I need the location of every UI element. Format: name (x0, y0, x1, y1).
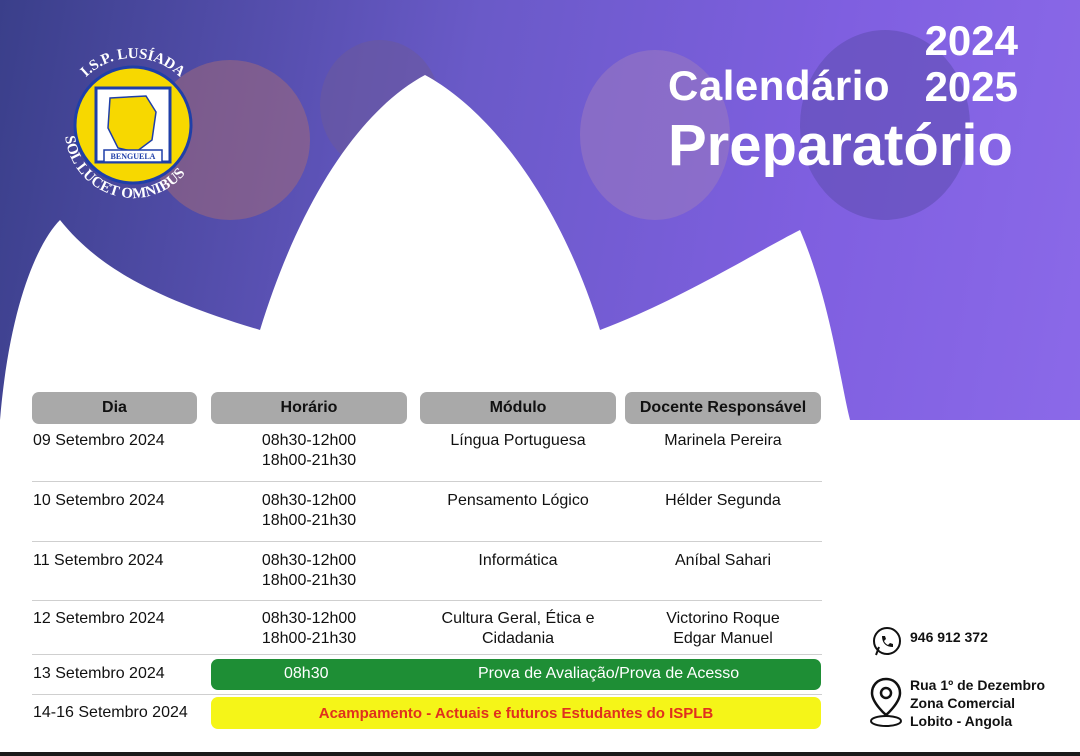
row-3-time-1: 08h30-12h00 (261, 552, 357, 569)
address-line-1: Rua 1º de Dezembro (910, 677, 1046, 693)
row-divider (32, 541, 822, 542)
header-horario: Horário (211, 392, 407, 424)
exam-bar (211, 659, 821, 690)
row-4-teacher-2: Edgar Manuel (673, 630, 773, 647)
row-3-time (211, 551, 407, 591)
header-modulo: Módulo (420, 392, 616, 424)
whatsapp-phone-icon (871, 626, 903, 658)
row-1-time-1: 08h30-12h00 (261, 432, 357, 449)
title-calendario: Calendário (668, 62, 891, 109)
exam-label: Prova de Avaliação/Prova de Acesso (478, 665, 740, 682)
exam-time: 08h30 (284, 665, 329, 682)
row-1-time (211, 431, 407, 471)
row-6-day: 14-16 Setembro 2024 (33, 704, 188, 721)
phone-number: 946 912 372 (910, 629, 988, 645)
title-year-1: 2024 (924, 17, 1018, 64)
isp-lusiada-logo (48, 40, 218, 210)
bottom-border (0, 752, 1080, 756)
row-1-teacher: Marinela Pereira (664, 432, 782, 449)
row-2-time-2: 18h00-21h30 (261, 512, 357, 529)
row-4-time-1: 08h30-12h00 (261, 610, 357, 627)
row-2-teacher: Hélder Segunda (665, 492, 781, 509)
row-divider (32, 600, 822, 601)
row-4-module (420, 609, 616, 649)
row-2-time (211, 491, 407, 531)
logo-city-text: BENGUELA (110, 152, 156, 161)
header-dia: Dia (32, 392, 197, 424)
row-divider (32, 694, 822, 695)
map-pin-icon (867, 675, 905, 729)
row-4-time (211, 609, 407, 649)
row-5-day: 13 Setembro 2024 (33, 665, 165, 682)
row-divider (32, 481, 822, 482)
title-years (925, 18, 1018, 110)
row-2-time-1: 08h30-12h00 (261, 492, 357, 509)
address-line-3: Lobito - Angola (910, 713, 1013, 729)
camp-bar: Acampamento - Actuais e futuros Estudantes do ISPLB (211, 697, 821, 729)
address-block (910, 676, 1045, 730)
logo-motto-text: SOL LUCET OMNIBUS (61, 134, 189, 203)
row-4-day: 12 Setembro 2024 (33, 610, 165, 627)
row-4-teacher (625, 609, 821, 649)
row-4-module-1: Cultura Geral, Ética e (441, 610, 595, 627)
row-1-time-2: 18h00-21h30 (261, 452, 357, 469)
row-3-teacher: Aníbal Sahari (674, 552, 772, 569)
title-year-2: 2025 (924, 63, 1018, 110)
row-1-module: Língua Portuguesa (450, 432, 586, 449)
row-4-teacher-1: Victorino Roque (666, 610, 780, 627)
row-3-time-2: 18h00-21h30 (261, 572, 357, 589)
row-3-module: Informática (478, 552, 558, 569)
row-3-day: 11 Setembro 2024 (33, 552, 164, 569)
title-preparatorio: Preparatório (668, 113, 1013, 178)
row-2-day: 10 Setembro 2024 (33, 492, 165, 509)
row-2-module: Pensamento Lógico (447, 492, 589, 509)
logo-top-text: I.S.P. LUSÍADA (77, 45, 189, 81)
row-4-module-2: Cidadania (481, 630, 555, 647)
row-4-time-2: 18h00-21h30 (261, 630, 357, 647)
address-line-2: Zona Comercial (910, 695, 1016, 711)
row-divider (32, 654, 822, 655)
header-docente: Docente Responsável (625, 392, 821, 424)
row-1-day: 09 Setembro 2024 (33, 432, 165, 449)
